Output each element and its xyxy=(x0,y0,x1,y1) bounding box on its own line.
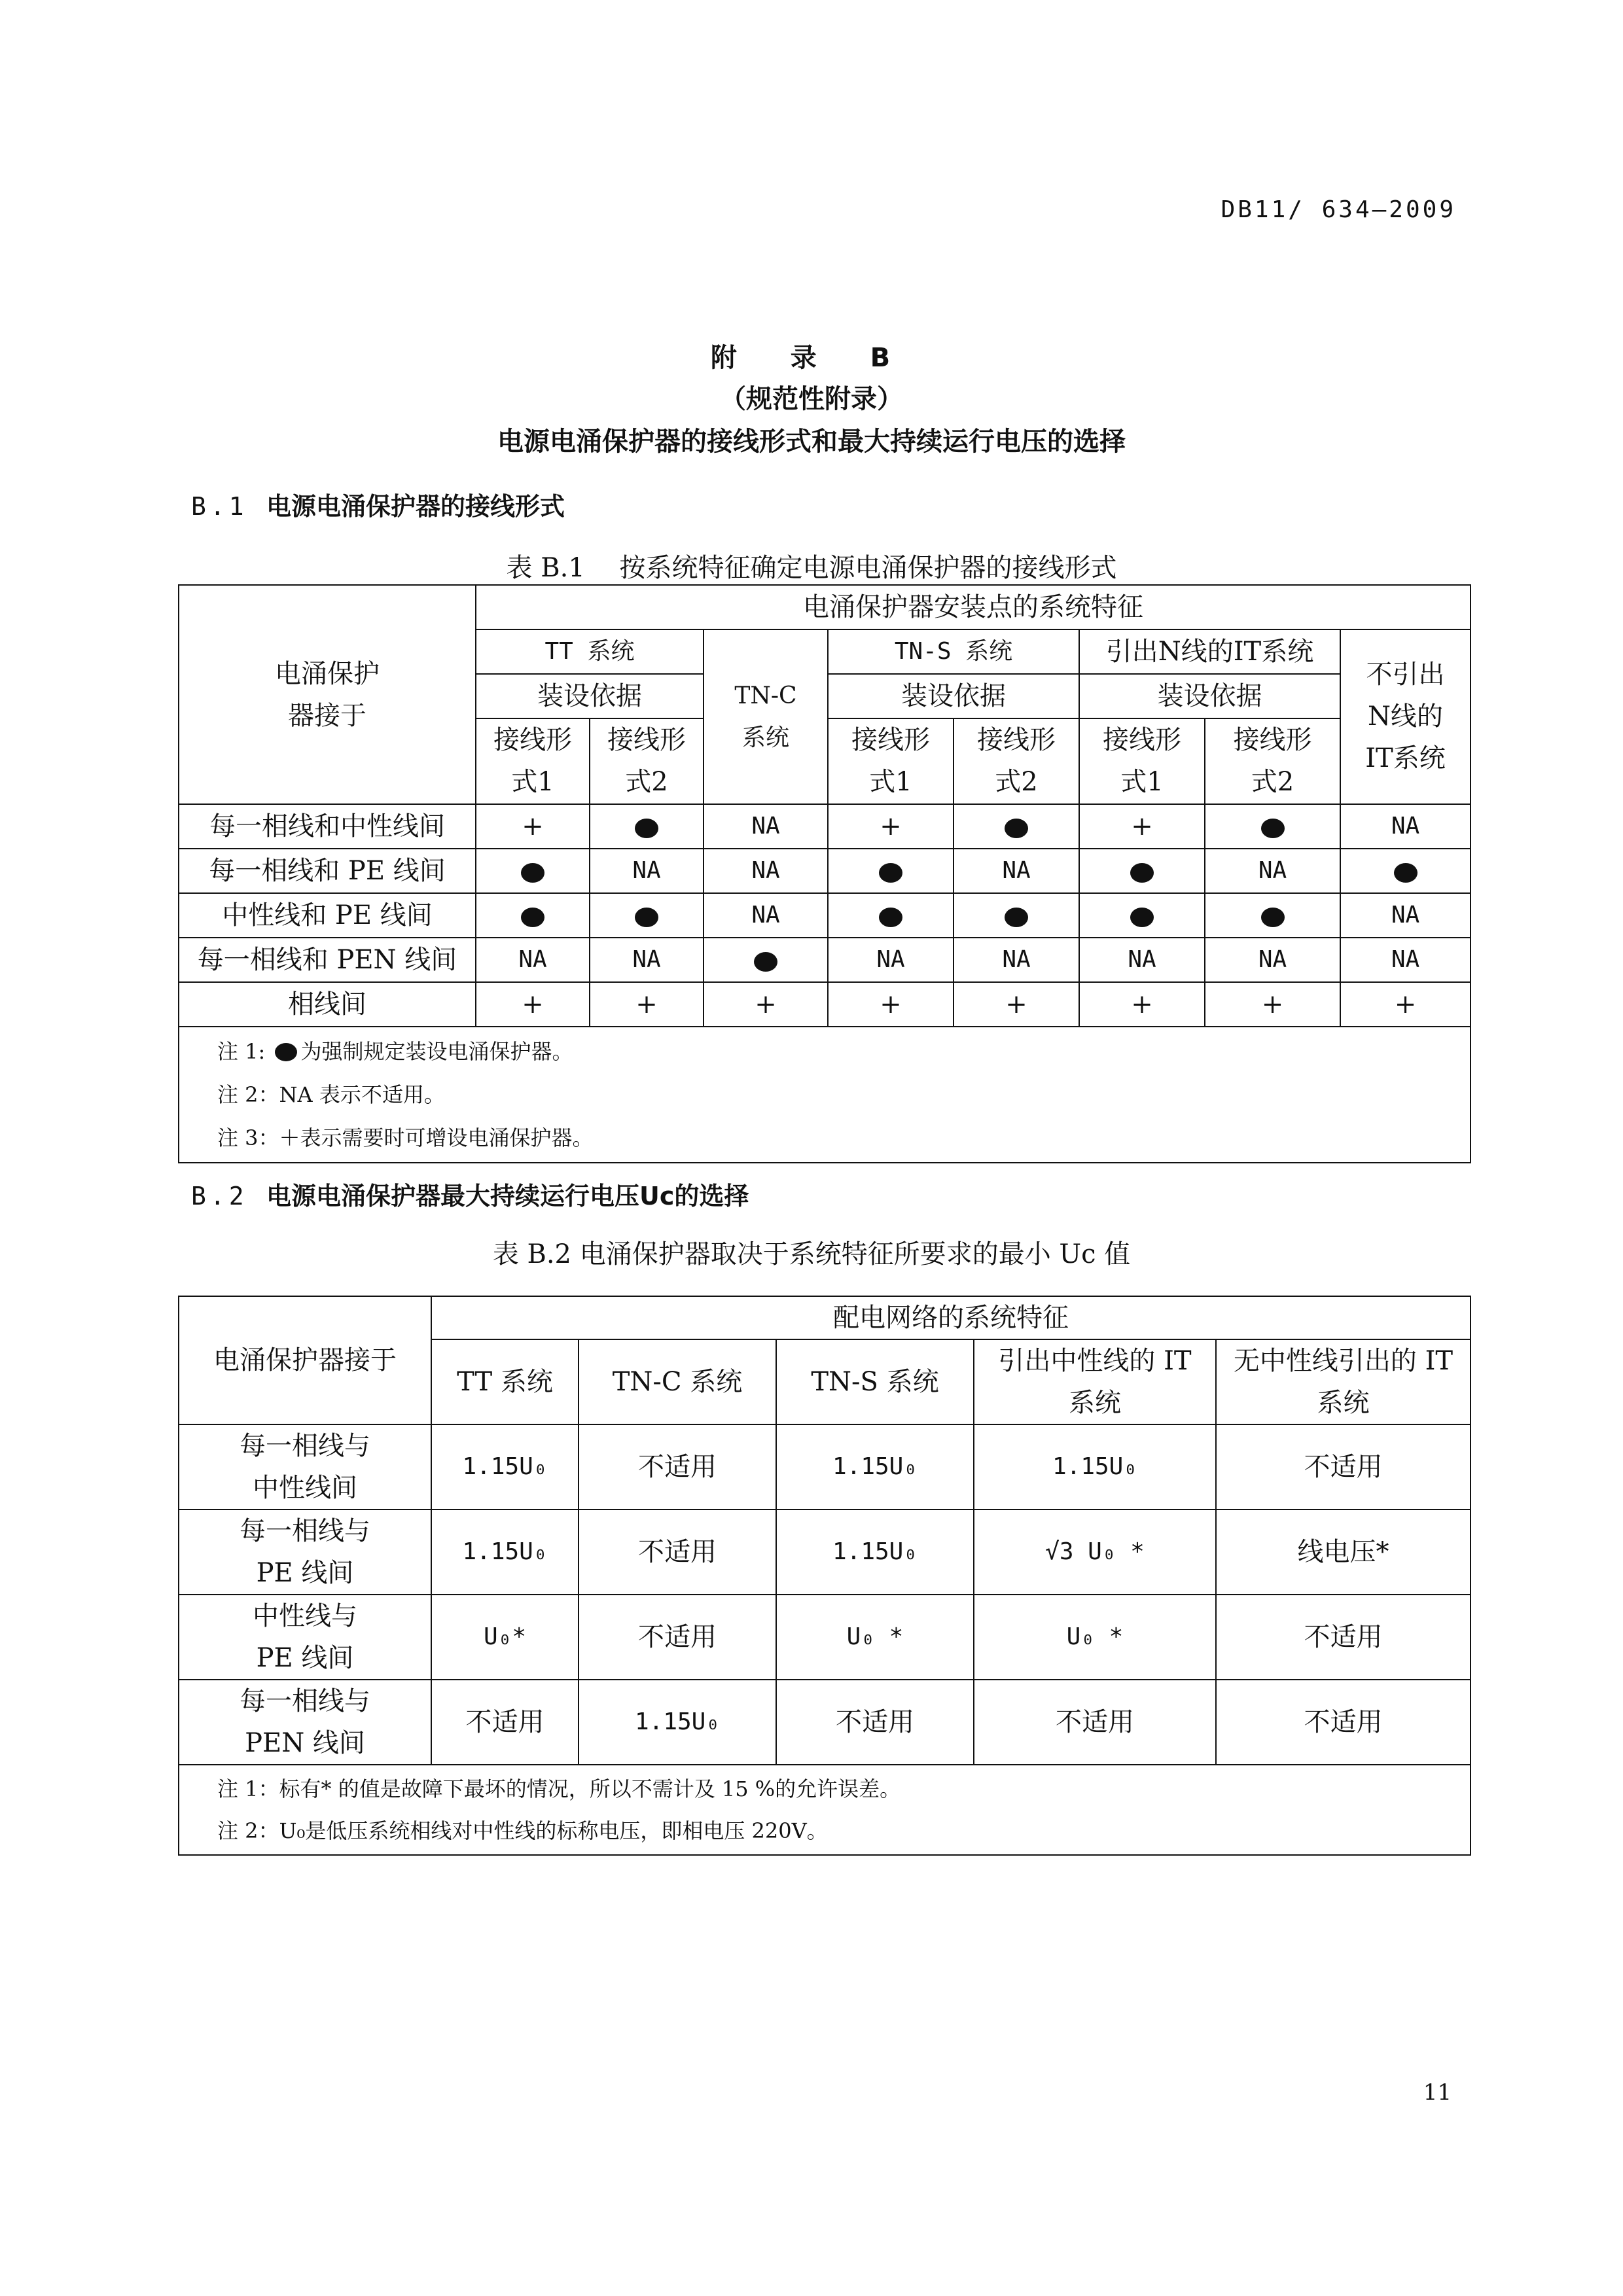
section-b2-heading xyxy=(191,1176,749,1212)
table-cell: NA xyxy=(1205,938,1340,982)
table-cell: U₀ * xyxy=(974,1595,1216,1680)
mandatory-cell xyxy=(828,893,954,938)
mandatory-cell xyxy=(704,938,828,982)
mandatory-dot-icon xyxy=(635,908,658,927)
table-cell: NA xyxy=(954,938,1079,982)
row-label: 每一相线和 PE 线间 xyxy=(179,849,476,893)
tt-system-header: TT 系统 xyxy=(476,629,704,674)
table-cell: 不适用 xyxy=(431,1680,579,1765)
mandatory-cell xyxy=(1205,804,1340,849)
note-1: 注 1：标有* 的值是故障下最坏的情况，所以不需计及 15 %的允许误差。 xyxy=(217,1776,901,1801)
section-b1-heading xyxy=(191,486,565,522)
table-b2 xyxy=(178,1296,1471,1856)
table-cell: 不适用 xyxy=(579,1595,776,1680)
mandatory-cell xyxy=(954,893,1079,938)
it-non-system-header: 不引出N线的IT系统 xyxy=(1340,629,1471,804)
table-cell: U₀* xyxy=(431,1595,579,1680)
appendix-heading: 电源电涌保护器的接线形式和最大持续运行电压的选择 xyxy=(497,427,1126,457)
row-label: 每一相线与 PE 线间 xyxy=(179,1510,431,1595)
table-cell: NA xyxy=(1205,849,1340,893)
section-title: 电源电涌保护器的接线形式 xyxy=(266,492,565,521)
form-header: 接线形式1 xyxy=(828,718,954,804)
table-row xyxy=(179,804,1471,849)
table-cell: NA xyxy=(1340,804,1471,849)
form-header: 接线形式2 xyxy=(1205,718,1340,804)
table-cell: NA xyxy=(1079,938,1205,982)
table-row xyxy=(179,1424,1471,1510)
column-header: TN-C 系统 xyxy=(579,1339,776,1424)
table-cell: + xyxy=(1079,804,1205,849)
table-row xyxy=(179,849,1471,893)
table-row xyxy=(179,1595,1471,1680)
table-b1-caption: 表 B.1 按系统特征确定电源电涌保护器的接线形式 xyxy=(506,553,1117,583)
table-cell: + xyxy=(704,982,828,1027)
table-cell: 不适用 xyxy=(974,1680,1216,1765)
table-row xyxy=(179,893,1471,938)
page-number: 11 xyxy=(1423,2079,1452,2106)
group-header-cell: 电涌保护器安装点的系统特征 xyxy=(476,585,1471,629)
row-header-cell: 电涌保护器接于 xyxy=(179,1296,431,1424)
table-cell: + xyxy=(476,804,590,849)
table-b2-caption: 表 B.2 电涌保护器取决于系统特征所要求的最小 Uc 值 xyxy=(492,1239,1131,1269)
note-2: 注 2：U₀是低压系统相线对中性线的标称电压，即相电压 220V。 xyxy=(217,1818,828,1843)
form-header: 接线形式1 xyxy=(476,718,590,804)
mandatory-dot-icon xyxy=(754,952,777,972)
row-label: 每一相线和 PEN 线间 xyxy=(179,938,476,982)
table-cell: NA xyxy=(704,849,828,893)
mandatory-cell xyxy=(954,804,1079,849)
mandatory-cell xyxy=(1340,849,1471,893)
table-cell: NA xyxy=(590,938,704,982)
table-cell: + xyxy=(1079,982,1205,1027)
table-cell: NA xyxy=(1340,938,1471,982)
table-cell: NA xyxy=(1340,893,1471,938)
column-header: 引出中性线的 IT 系统 xyxy=(974,1339,1216,1424)
table-row xyxy=(179,1680,1471,1765)
table-cell: + xyxy=(828,804,954,849)
mandatory-dot-icon xyxy=(1261,908,1285,927)
table-cell: 不适用 xyxy=(776,1680,974,1765)
section-title: 电源电涌保护器最大持续运行电压Uc的选择 xyxy=(266,1182,749,1210)
mandatory-cell xyxy=(590,804,704,849)
table-row xyxy=(179,982,1471,1027)
mandatory-cell xyxy=(1079,893,1205,938)
tns-basis-header: 装设依据 xyxy=(828,674,1079,718)
table-cell: 1.15U₀ xyxy=(776,1424,974,1510)
mandatory-cell xyxy=(1079,849,1205,893)
column-header: TN-S 系统 xyxy=(776,1339,974,1424)
table-cell: + xyxy=(828,982,954,1027)
mandatory-dot-icon xyxy=(879,863,902,883)
it-n-system-header: 引出N线的IT系统 xyxy=(1079,629,1340,674)
mandatory-cell xyxy=(476,849,590,893)
it-n-basis-header: 装设依据 xyxy=(1079,674,1340,718)
table-cell: 不适用 xyxy=(579,1424,776,1510)
mandatory-dot-icon xyxy=(275,1043,297,1061)
table-row xyxy=(179,938,1471,982)
table-cell: 1.15U₀ xyxy=(431,1424,579,1510)
note-3: 注 3：＋表示需要时可增设电涌保护器。 xyxy=(217,1125,594,1150)
mandatory-cell xyxy=(590,893,704,938)
table-b1-notes xyxy=(179,1027,1471,1163)
mandatory-dot-icon xyxy=(1394,863,1418,883)
table-cell: 1.15U₀ xyxy=(776,1510,974,1595)
table-cell: 不适用 xyxy=(1216,1595,1471,1680)
section-number: B.1 xyxy=(191,492,248,521)
table-row xyxy=(179,1510,1471,1595)
table-cell: + xyxy=(476,982,590,1027)
row-label: 每一相线和中性线间 xyxy=(179,804,476,849)
table-cell: 1.15U₀ xyxy=(974,1424,1216,1510)
tns-system-header: TN-S 系统 xyxy=(828,629,1079,674)
mandatory-dot-icon xyxy=(521,908,544,927)
table-cell: + xyxy=(1205,982,1340,1027)
mandatory-dot-icon xyxy=(1261,819,1285,838)
note-1: 注 1: 为强制规定装设电涌保护器。 xyxy=(217,1039,573,1064)
section-number: B.2 xyxy=(191,1182,248,1210)
table-b2-notes xyxy=(179,1765,1471,1855)
table-cell: 1.15U₀ xyxy=(431,1510,579,1595)
mandatory-dot-icon xyxy=(1130,863,1154,883)
row-header-cell: 电涌保护器接于 xyxy=(179,585,476,804)
mandatory-dot-icon xyxy=(1005,819,1028,838)
form-header: 接线形式1 xyxy=(1079,718,1205,804)
table-cell: + xyxy=(1340,982,1471,1027)
group-header-cell: 配电网络的系统特征 xyxy=(431,1296,1471,1339)
mandatory-dot-icon xyxy=(635,819,658,838)
form-header: 接线形式2 xyxy=(590,718,704,804)
appendix-subtitle: （规范性附录） xyxy=(720,384,903,414)
table-cell: 不适用 xyxy=(1216,1680,1471,1765)
tnc-system-header: TN-C系统 xyxy=(704,629,828,804)
table-cell: 1.15U₀ xyxy=(579,1680,776,1765)
table-cell: U₀ * xyxy=(776,1595,974,1680)
mandatory-cell xyxy=(476,893,590,938)
table-cell: NA xyxy=(954,849,1079,893)
row-label: 中性线与 PE 线间 xyxy=(179,1595,431,1680)
table-cell: + xyxy=(590,982,704,1027)
table-cell: NA xyxy=(704,893,828,938)
mandatory-dot-icon xyxy=(1130,908,1154,927)
mandatory-dot-icon xyxy=(1005,908,1028,927)
appendix-title: 附 录 B xyxy=(710,343,913,373)
note-2: 注 2：NA 表示不适用。 xyxy=(217,1082,445,1107)
table-cell: NA xyxy=(828,938,954,982)
column-header: TT 系统 xyxy=(431,1339,579,1424)
form-header: 接线形式2 xyxy=(954,718,1079,804)
table-cell: + xyxy=(954,982,1079,1027)
tt-basis-header: 装设依据 xyxy=(476,674,704,718)
table-cell: 不适用 xyxy=(1216,1424,1471,1510)
row-label: 中性线和 PE 线间 xyxy=(179,893,476,938)
table-cell: √3 U₀ * xyxy=(974,1510,1216,1595)
row-label: 每一相线与 PEN 线间 xyxy=(179,1680,431,1765)
table-cell: NA xyxy=(704,804,828,849)
table-cell: 线电压* xyxy=(1216,1510,1471,1595)
row-label: 每一相线与中性线间 xyxy=(179,1424,431,1510)
mandatory-dot-icon xyxy=(521,863,544,883)
mandatory-cell xyxy=(1205,893,1340,938)
mandatory-cell xyxy=(828,849,954,893)
row-label: 相线间 xyxy=(179,982,476,1027)
table-cell: 不适用 xyxy=(579,1510,776,1595)
table-cell: NA xyxy=(590,849,704,893)
column-header: 无中性线引出的 IT 系统 xyxy=(1216,1339,1471,1424)
table-b1 xyxy=(178,584,1471,1163)
document-code: DB11/ 634—2009 xyxy=(1221,196,1456,223)
mandatory-dot-icon xyxy=(879,908,902,927)
table-cell: NA xyxy=(476,938,590,982)
